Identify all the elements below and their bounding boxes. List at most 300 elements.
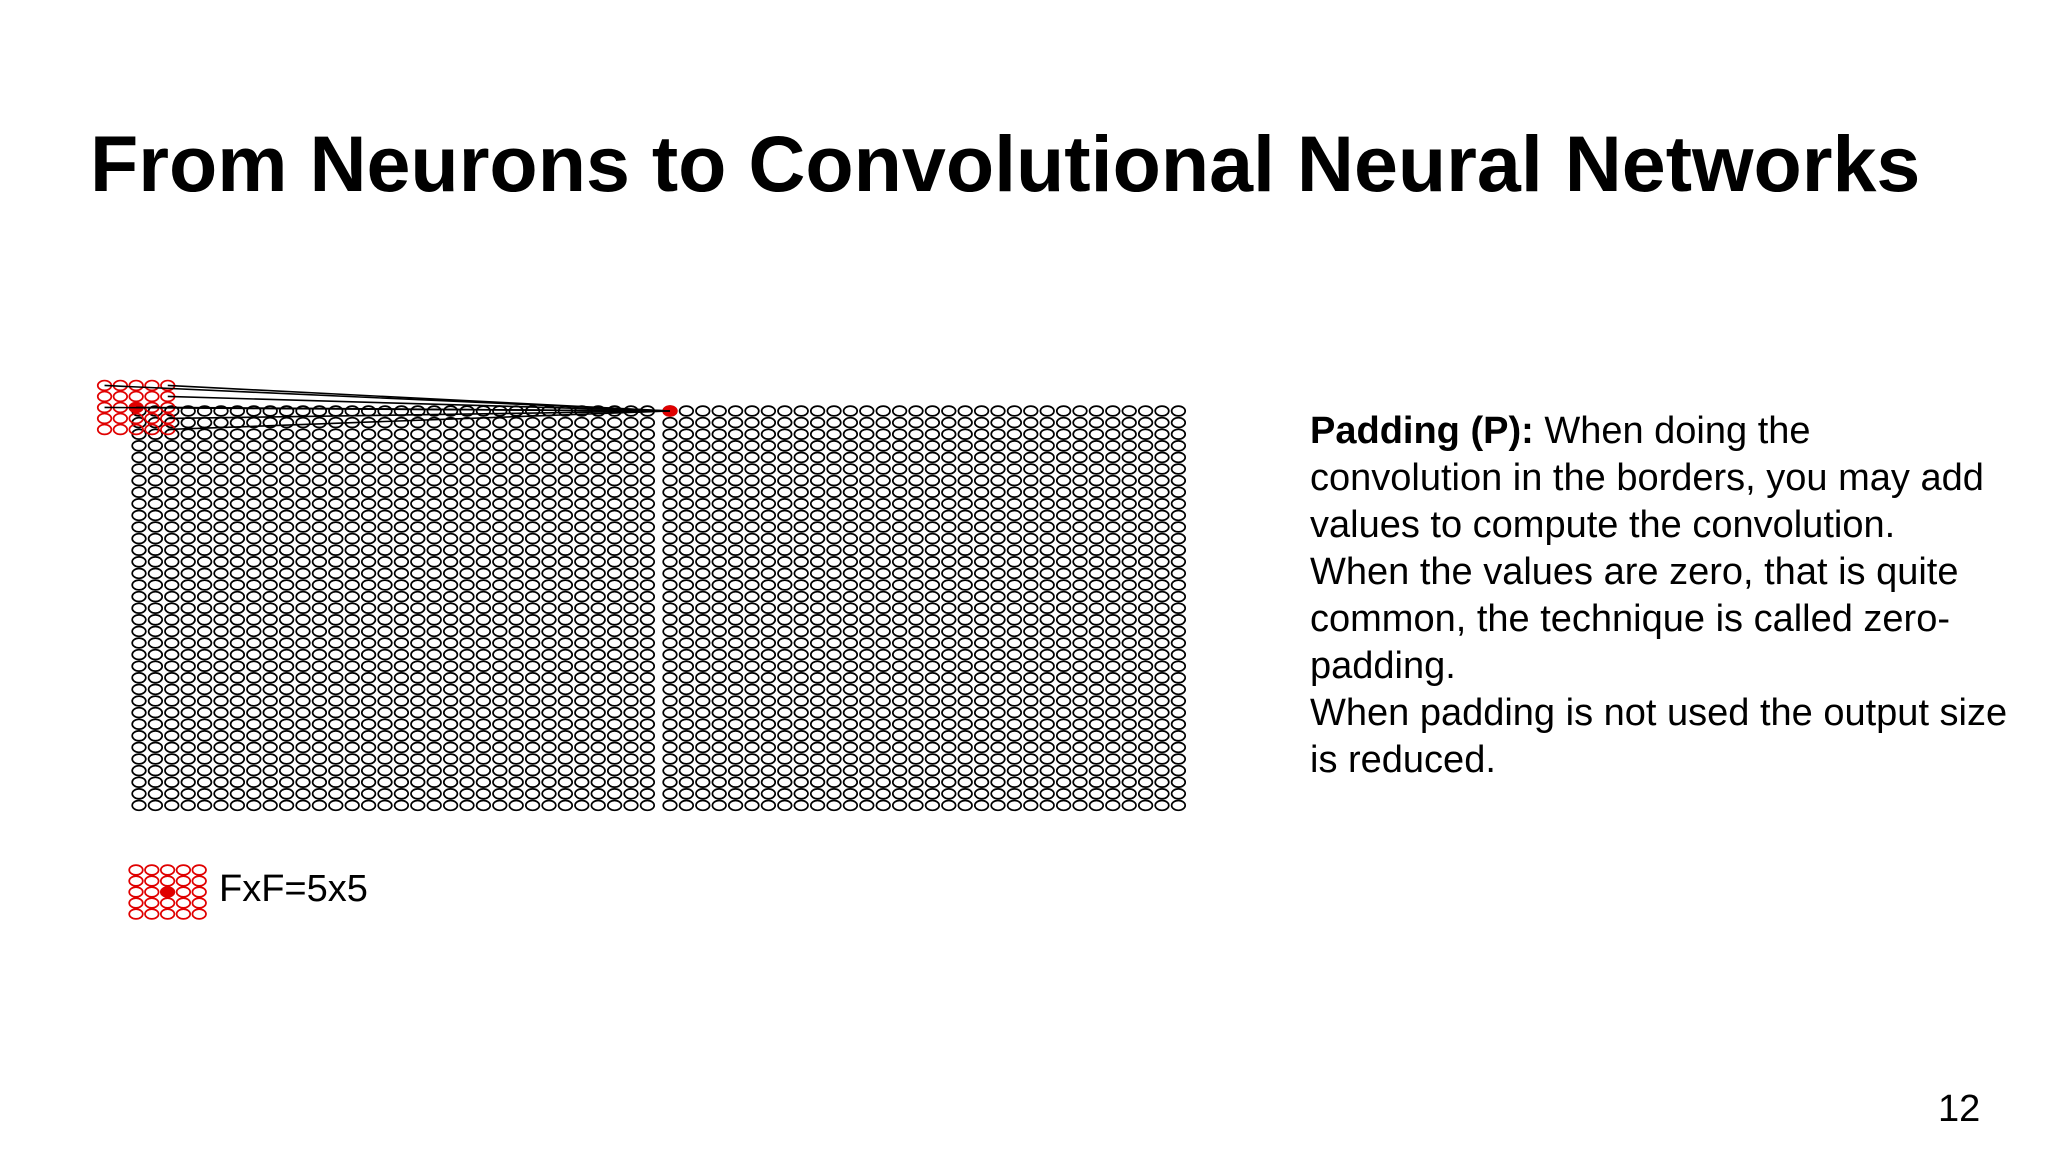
input-neuron (559, 522, 573, 532)
input-neuron (444, 534, 458, 544)
input-neuron (362, 777, 376, 787)
input-neuron (509, 406, 523, 416)
output-neuron (778, 696, 792, 706)
input-neuron (624, 801, 638, 811)
input-neuron (591, 580, 605, 590)
input-neuron (624, 499, 638, 509)
output-neuron (1073, 719, 1087, 729)
input-neuron (493, 801, 507, 811)
input-neuron (526, 534, 540, 544)
input-neuron (477, 650, 491, 660)
input-neuron (214, 592, 228, 602)
output-neuron (1172, 487, 1186, 497)
input-neuron (395, 545, 409, 555)
input-neuron (263, 603, 277, 613)
output-neuron (1106, 627, 1120, 637)
output-neuron (1040, 801, 1054, 811)
output-neuron (1122, 476, 1136, 486)
input-neuron (427, 627, 441, 637)
input-neuron (427, 499, 441, 509)
input-neuron (493, 696, 507, 706)
output-neuron (729, 476, 743, 486)
input-neuron (411, 569, 425, 579)
output-neuron (794, 406, 808, 416)
output-neuron (1008, 754, 1022, 764)
input-neuron (395, 708, 409, 718)
input-neuron (165, 801, 179, 811)
output-neuron (1122, 708, 1136, 718)
output-neuron (975, 522, 989, 532)
output-neuron (1172, 545, 1186, 555)
input-neuron (526, 708, 540, 718)
output-neuron (1172, 743, 1186, 753)
output-neuron (712, 731, 726, 741)
input-neuron (296, 743, 310, 753)
output-neuron (762, 429, 776, 439)
input-neuron (214, 476, 228, 486)
input-neuron (608, 522, 622, 532)
input-neuron (247, 638, 261, 648)
input-neuron (132, 766, 146, 776)
input-neuron (329, 615, 343, 625)
output-neuron (958, 522, 972, 532)
output-neuron (1155, 418, 1169, 428)
output-neuron (1040, 464, 1054, 474)
input-neuron (214, 464, 228, 474)
input-neuron (526, 545, 540, 555)
input-neuron (411, 754, 425, 764)
output-neuron (876, 789, 890, 799)
input-neuron (165, 777, 179, 787)
output-neuron (794, 754, 808, 764)
input-neuron (132, 801, 146, 811)
input-neuron (345, 545, 359, 555)
output-neuron (1008, 627, 1022, 637)
input-neuron (214, 418, 228, 428)
output-neuron (827, 731, 841, 741)
output-neuron (991, 731, 1005, 741)
input-neuron (509, 615, 523, 625)
input-neuron (296, 406, 310, 416)
output-neuron (1172, 603, 1186, 613)
output-neuron (844, 441, 858, 451)
output-neuron (1073, 557, 1087, 567)
input-neuron (526, 685, 540, 695)
input-neuron (641, 580, 655, 590)
input-neuron (591, 661, 605, 671)
input-neuron (165, 511, 179, 521)
output-neuron (893, 569, 907, 579)
input-neuron (575, 731, 589, 741)
legend-filter-neuron (129, 887, 143, 897)
output-neuron (893, 418, 907, 428)
output-neuron (909, 661, 923, 671)
output-neuron (827, 476, 841, 486)
output-neuron (1106, 464, 1120, 474)
input-neuron (460, 545, 474, 555)
input-neuron (296, 777, 310, 787)
output-neuron (860, 661, 874, 671)
input-neuron (411, 522, 425, 532)
output-neuron (876, 743, 890, 753)
input-neuron (198, 476, 212, 486)
output-neuron (926, 580, 940, 590)
input-neuron (477, 487, 491, 497)
input-neuron (509, 429, 523, 439)
input-neuron (280, 789, 294, 799)
input-neuron (591, 487, 605, 497)
output-neuron (762, 650, 776, 660)
input-neuron (149, 801, 163, 811)
input-neuron (591, 511, 605, 521)
output-neuron (909, 511, 923, 521)
input-neuron (378, 777, 392, 787)
output-neuron (1008, 789, 1022, 799)
input-neuron (493, 545, 507, 555)
input-neuron (280, 464, 294, 474)
output-neuron (1090, 719, 1104, 729)
output-neuron (1106, 777, 1120, 787)
input-neuron (313, 731, 327, 741)
output-neuron (844, 789, 858, 799)
input-neuron (263, 476, 277, 486)
legend-filter-neuron (192, 909, 206, 919)
output-neuron (844, 731, 858, 741)
description-text-1: When doing the convolution in the borders, you may add values to compute the convolution. (1310, 410, 1984, 546)
output-neuron (729, 661, 743, 671)
input-neuron (198, 557, 212, 567)
input-neuron (247, 453, 261, 463)
output-neuron (680, 673, 694, 683)
output-neuron (909, 777, 923, 787)
input-neuron (362, 464, 376, 474)
output-neuron (663, 476, 677, 486)
input-neuron (395, 476, 409, 486)
input-neuron (378, 731, 392, 741)
output-neuron (745, 731, 759, 741)
output-neuron (975, 406, 989, 416)
input-neuron (427, 696, 441, 706)
output-neuron (1008, 638, 1022, 648)
input-neuron (378, 685, 392, 695)
input-neuron (493, 522, 507, 532)
output-neuron (1155, 487, 1169, 497)
input-neuron (509, 731, 523, 741)
input-neuron (624, 627, 638, 637)
output-neuron (1172, 766, 1186, 776)
input-neuron (624, 661, 638, 671)
input-neuron (395, 650, 409, 660)
output-neuron (1008, 731, 1022, 741)
output-neuron (860, 464, 874, 474)
input-neuron (395, 534, 409, 544)
output-neuron (1090, 429, 1104, 439)
output-neuron (745, 522, 759, 532)
output-neuron (1040, 406, 1054, 416)
output-neuron (663, 534, 677, 544)
input-neuron (247, 569, 261, 579)
input-neuron (624, 453, 638, 463)
input-neuron (280, 487, 294, 497)
input-neuron (362, 696, 376, 706)
output-neuron (1172, 789, 1186, 799)
input-neuron (181, 557, 195, 567)
input-neuron (427, 592, 441, 602)
output-neuron (893, 801, 907, 811)
output-neuron (663, 731, 677, 741)
output-neuron (942, 569, 956, 579)
output-neuron (926, 754, 940, 764)
input-neuron (165, 743, 179, 753)
output-neuron (745, 789, 759, 799)
output-neuron (696, 406, 710, 416)
output-neuron (860, 627, 874, 637)
output-neuron (1090, 801, 1104, 811)
input-neuron (329, 580, 343, 590)
output-neuron (745, 685, 759, 695)
output-neuron (1139, 696, 1153, 706)
input-neuron (132, 638, 146, 648)
output-neuron (696, 719, 710, 729)
output-neuron (778, 429, 792, 439)
input-neuron (411, 557, 425, 567)
output-neuron (794, 534, 808, 544)
input-neuron (247, 615, 261, 625)
input-neuron (214, 580, 228, 590)
input-neuron (395, 453, 409, 463)
output-neuron (794, 603, 808, 613)
output-neuron (958, 627, 972, 637)
input-neuron (378, 719, 392, 729)
output-neuron (680, 464, 694, 474)
input-neuron (542, 557, 556, 567)
output-neuron (1073, 743, 1087, 753)
input-neuron (214, 511, 228, 521)
output-neuron (745, 719, 759, 729)
output-neuron (1040, 673, 1054, 683)
output-neuron (1139, 627, 1153, 637)
input-neuron (362, 754, 376, 764)
input-neuron (559, 453, 573, 463)
output-neuron (991, 499, 1005, 509)
output-neuron (1073, 766, 1087, 776)
input-neuron (362, 406, 376, 416)
input-neuron (509, 627, 523, 637)
output-neuron (909, 696, 923, 706)
input-neuron (231, 453, 245, 463)
input-neuron (378, 453, 392, 463)
output-neuron (762, 777, 776, 787)
output-neuron (1172, 696, 1186, 706)
output-neuron (1057, 487, 1071, 497)
output-neuron (663, 487, 677, 497)
input-neuron (231, 777, 245, 787)
output-neuron (942, 429, 956, 439)
output-neuron (975, 569, 989, 579)
output-neuron (680, 580, 694, 590)
input-neuron (198, 801, 212, 811)
input-neuron (411, 511, 425, 521)
output-neuron (1122, 766, 1136, 776)
output-neuron (1172, 638, 1186, 648)
output-neuron (1040, 603, 1054, 613)
output-neuron (1057, 777, 1071, 787)
input-neuron (362, 719, 376, 729)
input-neuron (280, 661, 294, 671)
input-neuron (296, 615, 310, 625)
input-neuron (591, 685, 605, 695)
input-neuron (362, 476, 376, 486)
input-neuron (231, 615, 245, 625)
output-neuron (975, 429, 989, 439)
output-neuron (680, 534, 694, 544)
input-neuron (296, 429, 310, 439)
output-neuron (778, 545, 792, 555)
output-neuron (680, 650, 694, 660)
input-neuron (575, 580, 589, 590)
output-neuron (991, 743, 1005, 753)
output-neuron (1090, 603, 1104, 613)
input-neuron (559, 476, 573, 486)
input-neuron (313, 464, 327, 474)
input-neuron (214, 719, 228, 729)
input-neuron (165, 696, 179, 706)
output-neuron (1057, 661, 1071, 671)
input-neuron (214, 569, 228, 579)
input-neuron (280, 743, 294, 753)
input-neuron (378, 487, 392, 497)
output-neuron (1106, 545, 1120, 555)
input-neuron (427, 464, 441, 474)
input-neuron (296, 650, 310, 660)
filter-size-caption: FxF=5x5 (219, 868, 368, 910)
input-neuron (198, 592, 212, 602)
output-neuron (1073, 603, 1087, 613)
output-neuron (942, 650, 956, 660)
output-neuron (1073, 661, 1087, 671)
input-neuron (181, 499, 195, 509)
output-neuron (844, 429, 858, 439)
input-neuron (198, 766, 212, 776)
input-neuron (608, 418, 622, 428)
input-neuron (493, 789, 507, 799)
input-neuron (378, 603, 392, 613)
output-neuron (1139, 429, 1153, 439)
input-neuron (608, 499, 622, 509)
output-neuron (1073, 418, 1087, 428)
input-neuron (493, 441, 507, 451)
output-neuron (893, 673, 907, 683)
input-neuron (608, 453, 622, 463)
output-neuron (1057, 511, 1071, 521)
input-neuron (477, 557, 491, 567)
input-neuron (624, 685, 638, 695)
output-neuron (1139, 777, 1153, 787)
input-neuron (526, 441, 540, 451)
input-neuron (624, 487, 638, 497)
output-neuron (958, 557, 972, 567)
input-neuron (477, 418, 491, 428)
input-neuron (477, 580, 491, 590)
input-neuron (395, 557, 409, 567)
input-neuron (378, 464, 392, 474)
output-neuron (712, 534, 726, 544)
input-neuron (280, 696, 294, 706)
output-neuron (745, 777, 759, 787)
input-neuron (247, 801, 261, 811)
input-neuron (559, 766, 573, 776)
input-neuron (214, 534, 228, 544)
output-neuron (680, 569, 694, 579)
input-neuron (444, 661, 458, 671)
input-neuron (280, 453, 294, 463)
input-neuron (296, 627, 310, 637)
output-neuron (827, 487, 841, 497)
input-neuron (149, 731, 163, 741)
input-neuron (624, 534, 638, 544)
input-neuron (542, 476, 556, 486)
output-neuron (1024, 429, 1038, 439)
input-neuron (575, 789, 589, 799)
output-neuron (1122, 661, 1136, 671)
input-neuron (509, 499, 523, 509)
input-neuron (345, 696, 359, 706)
input-neuron (624, 603, 638, 613)
output-neuron (1139, 406, 1153, 416)
output-neuron (893, 406, 907, 416)
input-neuron (460, 464, 474, 474)
output-neuron (958, 673, 972, 683)
input-neuron (329, 743, 343, 753)
input-neuron (493, 580, 507, 590)
input-neuron (559, 638, 573, 648)
input-neuron (427, 557, 441, 567)
input-neuron (559, 685, 573, 695)
output-neuron (893, 429, 907, 439)
output-neuron (844, 580, 858, 590)
input-neuron (231, 673, 245, 683)
input-neuron (362, 429, 376, 439)
input-neuron (444, 545, 458, 555)
input-neuron (608, 685, 622, 695)
output-neuron (1122, 453, 1136, 463)
input-neuron (345, 441, 359, 451)
input-neuron (477, 592, 491, 602)
input-neuron (526, 719, 540, 729)
output-neuron (942, 627, 956, 637)
input-neuron (231, 545, 245, 555)
output-neuron (893, 615, 907, 625)
output-neuron (827, 685, 841, 695)
output-neuron (876, 453, 890, 463)
input-neuron (460, 719, 474, 729)
output-neuron (712, 743, 726, 753)
output-neuron (991, 569, 1005, 579)
input-neuron (395, 743, 409, 753)
output-neuron (811, 708, 825, 718)
input-neuron (296, 580, 310, 590)
input-neuron (591, 453, 605, 463)
input-neuron (313, 627, 327, 637)
output-neuron (1172, 673, 1186, 683)
output-neuron (696, 464, 710, 474)
input-neuron (411, 719, 425, 729)
input-neuron (149, 476, 163, 486)
input-neuron (641, 522, 655, 532)
output-neuron (1139, 557, 1153, 567)
input-neuron (231, 603, 245, 613)
output-neuron (926, 499, 940, 509)
